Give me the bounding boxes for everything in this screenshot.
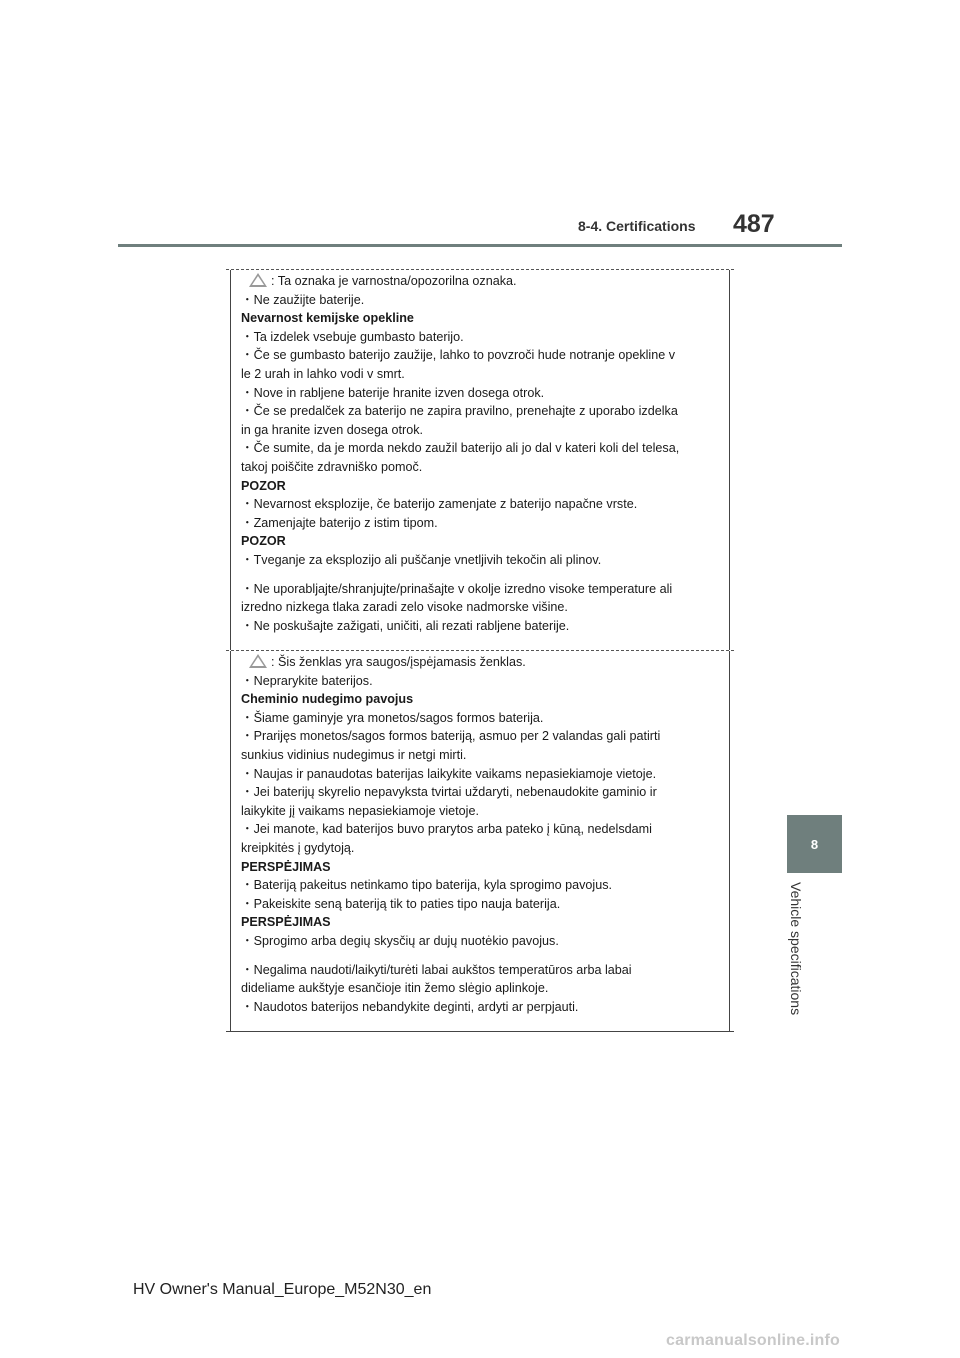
label-line: ・Zamenjajte baterijo z istim tipom. [241, 515, 438, 530]
page-number: 487 [733, 210, 775, 238]
label-line: laikykite jį vaikams nepasiekiamoje vietoje. [241, 803, 479, 818]
label-line: ・Šiame gaminyje yra monetos/sagos formos baterija. [241, 710, 544, 725]
label-heading: Cheminio nudegimo pavojus [241, 692, 414, 707]
section-heading: 8-4. Certifications [578, 218, 696, 234]
header-rule [118, 244, 842, 247]
warning-caption: : Šis ženklas yra saugos/įspėjamasis ženklas. [271, 655, 526, 669]
label-line: ・Bateriją pakeitus netinkamo tipo baterija, kyla sprogimo pavojus. [241, 878, 613, 893]
warning-line [241, 272, 721, 291]
label-line [241, 570, 721, 580]
label-line: kreipkitės į gydytoją. [241, 840, 355, 855]
label-line: ・Pakeiskite seną bateriją tik to paties tipo nauja baterija. [241, 896, 561, 911]
label-line: ・Če sumite, da je morda nekdo zaužil baterijo ali jo dal v kateri koli del telesa, [241, 441, 680, 456]
watermark: carmanualsonline.info [666, 1332, 841, 1349]
label-heading: Nevarnost kemijske opekline [241, 311, 414, 326]
label-heading: PERSPĖJIMAS [241, 859, 331, 874]
label-line: takoj poiščite zdravniško pomoč. [241, 459, 423, 474]
label-box-lithuanian [230, 651, 730, 1031]
label-line: izredno nizkega tlaka zaradi zelo visoke nadmorske višine. [241, 600, 568, 615]
label-line: ・Ne poskušajte zažigati, uničiti, ali rezati rabljene baterije. [241, 618, 570, 633]
label-line: ・Ne zaužijte baterije. [241, 292, 365, 307]
warning-line [241, 653, 721, 672]
label-content-lithuanian [241, 653, 721, 1016]
label-line: ・Sprogimo arba degių skysčių ar dujų nuotėkio pavojus. [241, 933, 559, 948]
label-line: le 2 urah in lahko vodi v smrt. [241, 366, 405, 381]
label-line: ・Negalima naudoti/laikyti/turėti labai aukštos temperatūros arba labai [241, 962, 632, 977]
warning-caption: : Ta oznaka je varnostna/opozorilna oznaka. [271, 274, 517, 288]
label-line: ・Nove in rabljene baterije hranite izven dosega otrok. [241, 385, 545, 400]
chapter-tab: 8 [787, 815, 842, 873]
rule-bottom [226, 1031, 734, 1032]
label-line: ・Ne uporabljajte/shranjujte/prinašajte v okolje izredno visoke temperature ali [241, 581, 673, 596]
label-line: ・Nevarnost eksplozije, če baterijo zamenjate z baterijo napačne vrste. [241, 497, 638, 512]
label-line: dideliame aukštyje esančioje itin žemo slėgio aplinkoje. [241, 981, 549, 996]
label-heading: POZOR [241, 534, 286, 549]
manual-name: HV Owner's Manual_Europe_M52N30_en [133, 1281, 432, 1298]
label-line: ・Prarijęs monetos/sagos formos bateriją, asmuo per 2 valandas gali patirti [241, 729, 661, 744]
label-heading: POZOR [241, 478, 286, 493]
label-line: ・Če se gumbasto baterijo zaužije, lahko to povzroči hude notranje opekline v [241, 348, 676, 363]
label-line: ・Naujas ir panaudotas baterijas laikykite vaikams nepasiekiamoje vietoje. [241, 766, 657, 781]
label-line: in ga hranite izven dosega otrok. [241, 422, 424, 437]
label-content-slovenian [241, 272, 721, 635]
label-line: sunkius vidinius nudegimus ir netgi mirti. [241, 747, 467, 762]
label-line: ・Neprarykite baterijos. [241, 673, 373, 688]
chapter-title: Vehicle specifications [788, 882, 804, 1016]
label-line: ・Naudotos baterijos nebandykite deginti, ardyti ar perpjauti. [241, 999, 579, 1014]
label-line: ・Jei manote, kad baterijos buvo prarytos arba pateko į kūną, nedelsdami [241, 822, 652, 837]
label-line: ・Ta izdelek vsebuje gumbasto baterijo. [241, 329, 464, 344]
label-box-slovenian [230, 270, 730, 650]
label-line: ・Jei baterijų skyrelio nepavyksta tvirtai uždaryti, nebenaudokite gaminio ir [241, 785, 657, 800]
label-line: ・Če se predalček za baterijo ne zapira pravilno, prenehajte z uporabo izdelka [241, 404, 678, 419]
warning-triangle-icon [249, 654, 267, 668]
label-heading: PERSPĖJIMAS [241, 915, 331, 930]
label-line: ・Tveganje za eksplozijo ali puščanje vnetljivih tekočin ali plinov. [241, 552, 602, 567]
label-line [241, 951, 721, 961]
warning-triangle-icon [249, 273, 267, 287]
